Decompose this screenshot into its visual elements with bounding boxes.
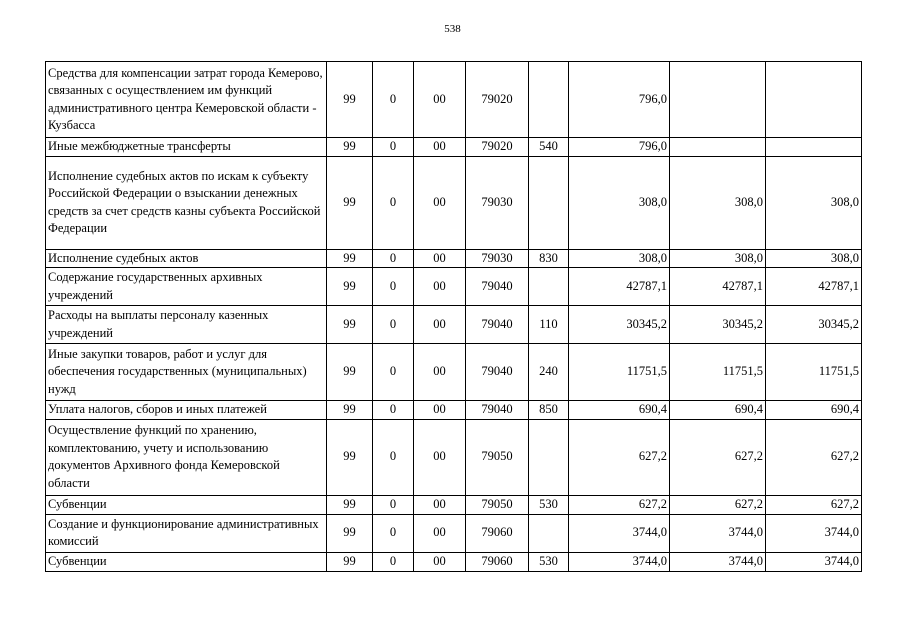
table-row: [46, 401, 862, 420]
table-row: [46, 306, 862, 344]
row-name: Осуществление функций по хранению, комплектованию, учету и использованию документов Архивного фонда Кемеровской области: [46, 419, 327, 495]
cell-sub: 00: [414, 249, 466, 268]
cell-year1: 690,4: [569, 401, 670, 420]
cell-pr: 0: [373, 495, 414, 514]
table-row: [46, 552, 862, 571]
row-name: Расходы на выплаты персоналу казенных учреждений: [46, 306, 327, 344]
table-row: [46, 249, 862, 268]
cell-year1: 627,2: [569, 419, 670, 495]
cell-pr: 0: [373, 62, 414, 138]
cell-code: 79060: [466, 514, 529, 552]
cell-gr: 99: [327, 552, 373, 571]
cell-year3: 42787,1: [766, 268, 862, 306]
cell-pr: 0: [373, 419, 414, 495]
row-name: Субвенции: [46, 552, 327, 571]
cell-sub: 00: [414, 495, 466, 514]
cell-pr: 0: [373, 138, 414, 157]
table-row: [46, 514, 862, 552]
cell-vr: [529, 514, 569, 552]
table-row: [46, 344, 862, 401]
cell-year1: 3744,0: [569, 552, 670, 571]
cell-pr: 0: [373, 401, 414, 420]
cell-year1: 42787,1: [569, 268, 670, 306]
cell-vr: [529, 156, 569, 249]
cell-vr: [529, 268, 569, 306]
cell-year2: [670, 138, 766, 157]
cell-sub: 00: [414, 138, 466, 157]
cell-year2: 627,2: [670, 495, 766, 514]
cell-year2: 627,2: [670, 419, 766, 495]
cell-vr: 110: [529, 306, 569, 344]
cell-pr: 0: [373, 514, 414, 552]
table-row: [46, 419, 862, 495]
cell-code: 79050: [466, 495, 529, 514]
cell-code: 79040: [466, 268, 529, 306]
cell-vr: [529, 62, 569, 138]
cell-year1: 796,0: [569, 138, 670, 157]
table-row: [46, 138, 862, 157]
cell-year2: 3744,0: [670, 514, 766, 552]
cell-code: 79040: [466, 401, 529, 420]
cell-sub: 00: [414, 344, 466, 401]
cell-vr: 830: [529, 249, 569, 268]
cell-code: 79030: [466, 156, 529, 249]
cell-gr: 99: [327, 268, 373, 306]
cell-year3: 11751,5: [766, 344, 862, 401]
cell-gr: 99: [327, 344, 373, 401]
cell-code: 79050: [466, 419, 529, 495]
row-name: Создание и функционирование административных комиссий: [46, 514, 327, 552]
cell-year2: 690,4: [670, 401, 766, 420]
cell-gr: 99: [327, 249, 373, 268]
cell-year1: 11751,5: [569, 344, 670, 401]
cell-year3: 30345,2: [766, 306, 862, 344]
cell-vr: 530: [529, 552, 569, 571]
cell-year3: 308,0: [766, 249, 862, 268]
row-name: Средства для компенсации затрат города Кемерово, связанных с осуществлением им функций административного центра Кемеровской области - Кузбасса: [46, 62, 327, 138]
cell-gr: 99: [327, 306, 373, 344]
cell-year2: 308,0: [670, 249, 766, 268]
cell-pr: 0: [373, 344, 414, 401]
row-name: Исполнение судебных актов по искам к субъекту Российской Федерации о взыскании денежных средств за счет средств казны субъекта Российской Федерации: [46, 156, 327, 249]
cell-year3: [766, 138, 862, 157]
cell-vr: 240: [529, 344, 569, 401]
cell-sub: 00: [414, 306, 466, 344]
cell-gr: 99: [327, 495, 373, 514]
cell-sub: 00: [414, 514, 466, 552]
cell-year3: 308,0: [766, 156, 862, 249]
cell-sub: 00: [414, 268, 466, 306]
cell-gr: 99: [327, 419, 373, 495]
cell-year3: 3744,0: [766, 514, 862, 552]
cell-code: 79030: [466, 249, 529, 268]
cell-sub: 00: [414, 552, 466, 571]
cell-year3: 690,4: [766, 401, 862, 420]
cell-sub: 00: [414, 62, 466, 138]
table-row: [46, 268, 862, 306]
cell-code: 79040: [466, 306, 529, 344]
row-name: Иные межбюджетные трансферты: [46, 138, 327, 157]
cell-sub: 00: [414, 401, 466, 420]
cell-gr: 99: [327, 401, 373, 420]
row-name: Уплата налогов, сборов и иных платежей: [46, 401, 327, 420]
cell-code: 79020: [466, 138, 529, 157]
cell-year3: 3744,0: [766, 552, 862, 571]
table-row: [46, 156, 862, 249]
cell-year2: [670, 62, 766, 138]
cell-sub: 00: [414, 419, 466, 495]
cell-year3: 627,2: [766, 419, 862, 495]
cell-pr: 0: [373, 249, 414, 268]
row-name: Субвенции: [46, 495, 327, 514]
cell-year2: 30345,2: [670, 306, 766, 344]
row-name: Содержание государственных архивных учреждений: [46, 268, 327, 306]
row-name: Иные закупки товаров, работ и услуг для обеспечения государственных (муниципальных) нужд: [46, 344, 327, 401]
cell-vr: [529, 419, 569, 495]
cell-year2: 11751,5: [670, 344, 766, 401]
cell-code: 79060: [466, 552, 529, 571]
cell-vr: 540: [529, 138, 569, 157]
cell-year2: 3744,0: [670, 552, 766, 571]
cell-year3: [766, 62, 862, 138]
cell-pr: 0: [373, 306, 414, 344]
cell-pr: 0: [373, 156, 414, 249]
cell-year1: 796,0: [569, 62, 670, 138]
cell-code: 79040: [466, 344, 529, 401]
cell-gr: 99: [327, 138, 373, 157]
table-row: [46, 62, 862, 138]
cell-year2: 42787,1: [670, 268, 766, 306]
budget-table: [45, 61, 862, 572]
table-row: [46, 495, 862, 514]
page-number: 538: [444, 23, 461, 35]
cell-year1: 30345,2: [569, 306, 670, 344]
cell-sub: 00: [414, 156, 466, 249]
cell-year3: 627,2: [766, 495, 862, 514]
cell-year1: 308,0: [569, 249, 670, 268]
cell-gr: 99: [327, 514, 373, 552]
cell-year1: 3744,0: [569, 514, 670, 552]
row-name: Исполнение судебных актов: [46, 249, 327, 268]
cell-pr: 0: [373, 268, 414, 306]
cell-pr: 0: [373, 552, 414, 571]
cell-gr: 99: [327, 156, 373, 249]
cell-code: 79020: [466, 62, 529, 138]
cell-vr: 850: [529, 401, 569, 420]
cell-year1: 308,0: [569, 156, 670, 249]
cell-gr: 99: [327, 62, 373, 138]
cell-vr: 530: [529, 495, 569, 514]
cell-year2: 308,0: [670, 156, 766, 249]
cell-year1: 627,2: [569, 495, 670, 514]
